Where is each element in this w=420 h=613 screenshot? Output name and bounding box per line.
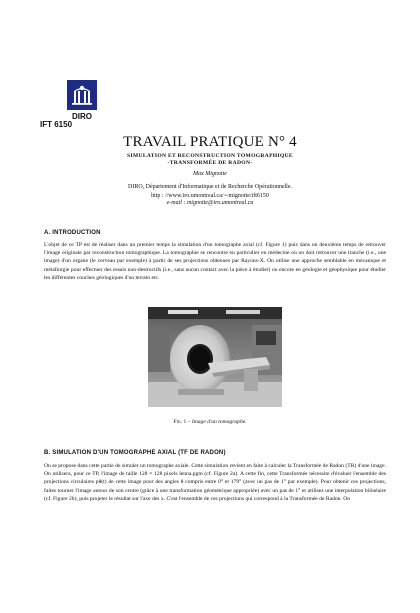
affiliation-line: DIRO, Département d'Informatique et de Recherche Opérationnelle. [127,184,292,190]
homepage-link[interactable]: http : //www.iro.umontreal.ca/∼mignotte/ift6150 [151,193,269,199]
email-link[interactable]: e-mail : mignotte@iro.umontreal.ca [166,200,254,206]
introduction-paragraph: L'objet de ce TP est de réaliser dans un premier temps la simulation d'un tomographe axial (cf. Figure 1) puis dans un deuxième temps de retrouver l'image originale par reconstruction tomographique. La tomographie se rencontre en particulier en médecine où on doit retrouver une tranche (i.e., une image) d'un organe (le cerveau par exemple) à partir de ses projections obtenues par Rayons-X. On utilise une approche semblable en mécanique et métallurgie pour effectuer des essais non-destructifs (i.e., sans aucun contact avec la pièce à étudier) ou encore en géologie et géophysique pour étudier les différentes couches géologiques d'un terrain etc. [44,242,386,281]
section-heading-simulation: B. SIMULATION D'UN TOMOGRAPHE AXIAL (TF DE RADON) [44,450,226,456]
course-code: IFT 6150 [40,120,73,129]
author-name: Max Mignotte [193,171,227,177]
subtitle-line-2: -TRANSFORMÉE DE RADON- [167,160,253,166]
tomograph-photo [148,307,282,407]
header-block [64,80,100,121]
document-title: TRAVAIL PRATIQUE N° 4 [123,134,297,150]
figure-caption [0,419,420,425]
figure-caption-text: Image d'un tomographe. [191,419,247,425]
university-logo-icon [67,80,97,110]
subtitle-line-1: SIMULATION ET RECONSTRUCTION TOMOGRAPHIQUE [127,153,293,159]
simulation-paragraph: On se propose dans cette partie de simuler un tomographe axiale. Cette simulation revient en faite à calculer la Transformée de Radon (TR) d'une image. On utilisera, pour ce TP, l'image de taille 128 × 128 pixels lenna.pgm (cf. Figure 2a). A cette fin, cette Transformée nécessite d'évaluer l'ensemble des projections circulaires pθ(t) de cette image pour des angles θ compris entre 0° et 179° (avec un pas de 1° par exemple). Pour obtenir ces projections, faites tourner l'image autour de son centre (grâce à une transformation géométrique appropriée) avec un pas de 1° et utilisez une interpolation bilinéaire (cf. Figure 2b), puis projeter le résultat sur l'axe des x. C'est l'ensemble de ces projections qui correspond à la Transformée de Radon. On [44,463,386,502]
dept-label: DIRO [72,112,92,121]
section-heading-introduction: A. INTRODUCTION [44,230,101,236]
figure-label: Fig. 1 – [173,419,191,425]
